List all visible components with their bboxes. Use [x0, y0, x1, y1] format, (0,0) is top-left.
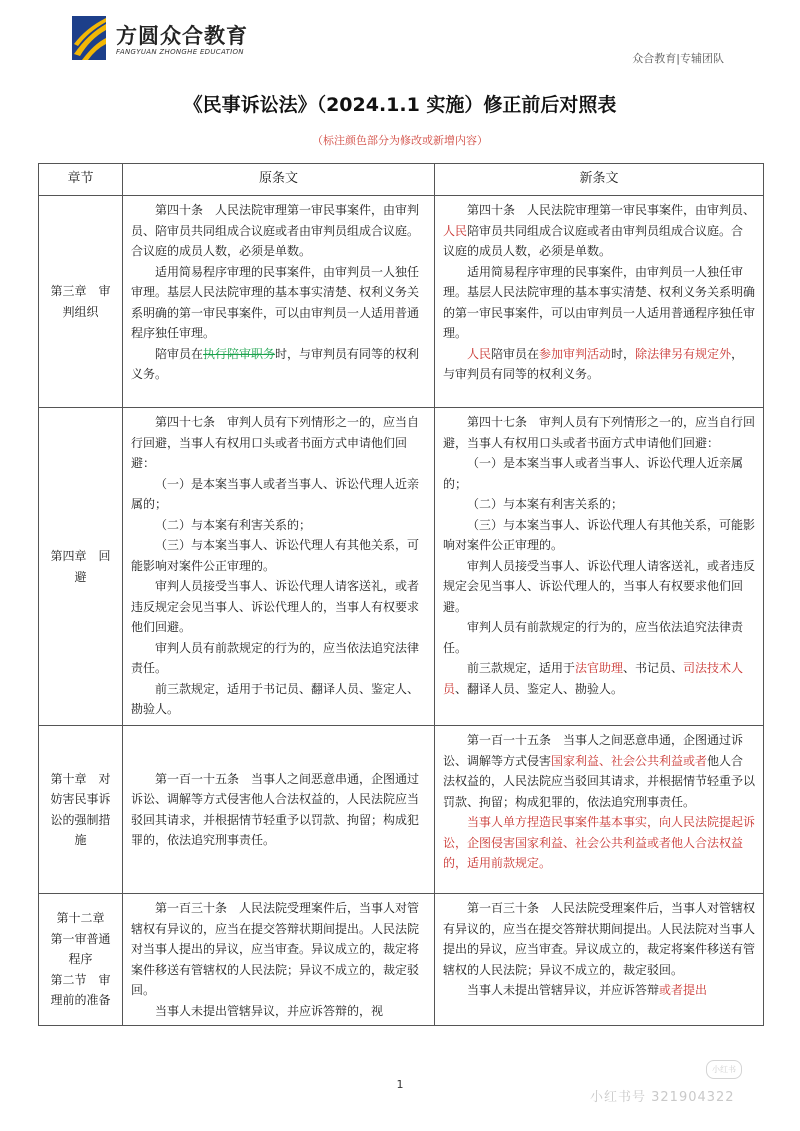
article-text: 时， [611, 346, 636, 361]
table-header-row [39, 164, 764, 196]
modified-text: 参加审判活动 [539, 346, 612, 361]
chapter-line: 程序 [68, 952, 93, 967]
article-text: 、翻译人员、鉴定人、勘验人。 [455, 681, 624, 696]
article-paragraph [443, 658, 755, 699]
article-paragraph [443, 344, 755, 385]
chapter-cell [39, 726, 123, 894]
article-paragraph [443, 617, 755, 658]
article-paragraph [443, 200, 755, 262]
chapter-cell [39, 894, 123, 1026]
modified-text: 除法律另有规定外 [635, 346, 732, 361]
old-article-cell [123, 408, 435, 726]
chapter-cell [39, 408, 123, 726]
article-paragraph [443, 515, 755, 556]
chapter-line: 第四章 回 [50, 549, 111, 563]
article-paragraph [131, 638, 426, 679]
article-text: 第一百一十五条 当事人之间恶意串通，企图通过诉讼、调解等方式侵害他人合法权益的，人民法院应当驳回其请求，并根据情节轻重予以罚款、拘留；构成犯罪的，依法追究刑事责任。 [131, 771, 420, 847]
article-text: 前三款规定，适用于 [467, 661, 576, 675]
watermark-badge: 小红书 [706, 1060, 742, 1079]
chapter-cell [39, 196, 123, 408]
old-article-cell [123, 894, 435, 1026]
article-text: 审判人员接受当事人、诉讼代理人请客送礼，或者违反规定会见当事人、诉讼代理人的，当事人有权要求他们回避。 [443, 558, 756, 614]
article-paragraph [443, 412, 755, 453]
chapter-line: 妨害民事诉 [50, 792, 111, 806]
article-paragraph [131, 769, 426, 851]
modified-text: 人民 [443, 223, 468, 238]
article-text: 陪审员在 [491, 346, 540, 361]
article-paragraph [443, 730, 755, 812]
article-paragraph [131, 344, 426, 385]
article-text: 第一百一十五条 当事人之间恶意串通，企图通过诉讼、调解等方式侵害 [443, 733, 744, 768]
modified-text: 国家利益、社会公共利益或者 [551, 753, 708, 768]
article-paragraph [131, 200, 426, 262]
article-text: 前三款规定，适用于书记员、翻译人员、鉴定人、勘验人。 [131, 681, 420, 716]
article-paragraph [443, 556, 755, 618]
article-paragraph [131, 262, 426, 344]
chapter-line: 理前的准备 [50, 993, 111, 1008]
article-text: 第四十七条 审判人员有下列情形之一的，应当自行回避，当事人有权用口头或者书面方式申请他们回避： [443, 415, 756, 450]
modified-text: 或者提出 [659, 983, 708, 997]
chapter-line: 避 [74, 569, 87, 584]
article-paragraph [443, 262, 755, 344]
article-text: 他人合法权益的，人民法院应当驳回其请求，并根据情节轻重予以罚款、拘留；构成犯罪的，依法追究刑事责任。 [443, 753, 756, 809]
article-text: （一）是本案当事人或者当事人、诉讼代理人近亲属的； [131, 476, 420, 511]
article-paragraph [443, 453, 755, 494]
new-article-cell [435, 894, 764, 1026]
article-paragraph [131, 898, 426, 1001]
article-text: 第四十七条 审判人员有下列情形之一的，应当自行回避，当事人有权用口头或者书面方式申请他们回避： [131, 415, 420, 470]
article-paragraph [443, 898, 755, 980]
article-paragraph [443, 812, 755, 874]
header-new-text: 新条文 [435, 164, 764, 196]
header-chapter: 章节 [39, 164, 123, 196]
article-text: （二）与本案有利害关系的； [155, 517, 312, 532]
chapter-line: 第十章 对 [50, 771, 111, 786]
header-old-text: 原条文 [123, 164, 435, 196]
article-text: 适用简易程序审理的民事案件，由审判员一人独任审理。基层人民法院审理的基本事实清楚、权利义务关系明确的第一审民事案件，可以由审判员一人适用普通程序独任审理。 [443, 264, 756, 340]
brand-name-en: FANGYUAN ZHONGHE EDUCATION [116, 48, 244, 56]
chapter-line: 判组织 [62, 304, 99, 319]
article-paragraph [131, 1001, 426, 1022]
article-text: 陪审员共同组成合议庭或者由审判员组成合议庭。合议庭的成员人数，必须是单数。 [443, 223, 744, 258]
page-title: 《民事诉讼法》（2024.1.1 实施）修正前后对照表 [183, 94, 617, 116]
article-text: （三）与本案当事人、诉讼代理人有其他关系，可能影响对案件公正审理的。 [443, 517, 756, 552]
chapter-line: 讼的强制措 [50, 812, 111, 827]
modified-text: 司法技术人员 [443, 661, 744, 696]
page-number: 1 [396, 1078, 404, 1091]
new-article-cell [435, 726, 764, 894]
modified-text: 当事人单方捏造民事案件基本事实，向人民法院提起诉讼，企图侵害国家利益、社会公共利益或者他人合法权益的，适用前款规定。 [443, 815, 756, 870]
table-row [39, 894, 764, 1026]
table-row [39, 196, 764, 408]
brand-logo [70, 14, 270, 70]
article-paragraph [131, 515, 426, 536]
article-text: 审判人员有前款规定的行为的，应当依法追究法律责任。 [443, 620, 744, 655]
chapter-line: 第二节 审 [50, 972, 111, 987]
article-text: 审判人员有前款规定的行为的，应当依法追究法律责任。 [131, 640, 420, 675]
article-text: 适用简易程序审理的民事案件，由审判员一人独任审理。基层人民法院审理的基本事实清楚、权利义务关系明确的第一审民事案件，可以由审判员一人适用普通程序独任审理。 [131, 264, 420, 340]
article-paragraph [131, 474, 426, 515]
article-text: （二）与本案有利害关系的； [467, 497, 624, 511]
legend-note: （标注颜色部分为修改或新增内容） [312, 134, 488, 147]
new-article-cell [435, 408, 764, 726]
old-article-cell [123, 726, 435, 894]
new-article-cell [435, 196, 764, 408]
article-paragraph [131, 412, 426, 474]
article-text: （一）是本案当事人或者当事人、诉讼代理人近亲属的； [443, 456, 744, 491]
article-paragraph [443, 980, 755, 1001]
article-text: 、书记员、 [623, 661, 684, 675]
brand-name: 方圆众合教育 [116, 24, 248, 48]
article-paragraph [131, 679, 426, 720]
article-text: 第四十条 人民法院审理第一审民事案件，由审判员、陪审员共同组成合议庭或者由审判员组成合议庭。合议庭的成员人数，必须是单数。 [131, 203, 420, 258]
article-text: 当事人未提出管辖异议，并应诉答辩 [467, 983, 660, 997]
chapter-line: 第十二章 [56, 911, 105, 926]
comparison-table [38, 163, 764, 1026]
article-text: 第一百三十条 人民法院受理案件后，当事人对管辖权有异议的，应当在提交答辩状期间提出。人民法院对当事人提出的异议，应当审查。异议成立的，裁定将案件移送有管辖权的人民法院；异议不成立的，裁定驳回。 [443, 901, 756, 977]
old-article-cell [123, 196, 435, 408]
chapter-line: 施 [74, 833, 87, 847]
modified-text: 人民 [467, 346, 492, 361]
article-text: 审判人员接受当事人、诉讼代理人请客送礼，或者违反规定会见当事人、诉讼代理人的，当事人有权要求他们回避。 [131, 579, 420, 634]
article-text: 第四十条 人民法院审理第一审民事案件，由审判员、 [467, 203, 756, 217]
article-text: 时，与审判员有同等的权利义务。 [131, 346, 420, 381]
modified-text: 法官助理 [575, 661, 624, 675]
article-paragraph [443, 494, 755, 515]
chapter-line: 第一审普通 [50, 931, 111, 946]
table-row [39, 408, 764, 726]
article-paragraph [131, 576, 426, 638]
article-text: 当事人未提出管辖异议，并应诉答辩的，视 [155, 1003, 384, 1018]
deleted-text: 执行陪审职务 [203, 346, 276, 361]
article-text: 第一百三十条 人民法院受理案件后，当事人对管辖权有异议的，应当在提交答辩状期间提出。人民法院对当事人提出的异议，应当审查。异议成立的，裁定将案件移送有管辖权的人民法院；异议不成立的，裁定驳回。 [131, 901, 420, 997]
watermark: 小红书号 321904322 [590, 1090, 735, 1105]
article-text: 陪审员在 [155, 346, 204, 361]
brand-logo-icon [70, 14, 110, 62]
article-text: （三）与本案当事人、诉讼代理人有其他关系，可能影响对案件公正审理的。 [131, 538, 420, 573]
table-row [39, 726, 764, 894]
article-text: ，与审判员有同等的权利义务。 [443, 346, 744, 381]
article-paragraph [131, 535, 426, 576]
team-label: 众合教育|专辅团队 [632, 52, 724, 65]
chapter-line: 第三章 审 [50, 284, 111, 298]
